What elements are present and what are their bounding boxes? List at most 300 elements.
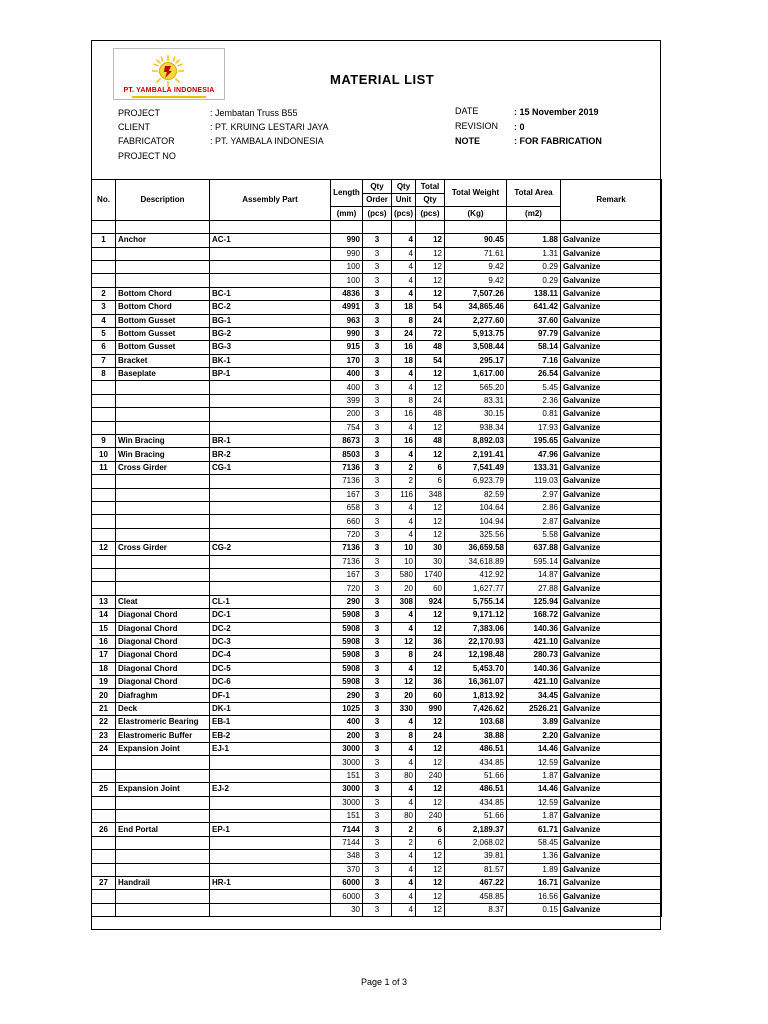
cell-assembly-part — [210, 796, 331, 809]
cell-description — [116, 796, 210, 809]
cell-qty-unit: 4 — [392, 662, 416, 675]
cell-remark: Galvanize — [561, 448, 662, 461]
cell-description: Bottom Gusset — [116, 314, 210, 327]
cell-length: 658 — [331, 501, 363, 514]
cell-no: 2 — [92, 287, 116, 300]
cell-qty-unit: 12 — [392, 676, 416, 689]
cell-assembly-part: DC-6 — [210, 676, 331, 689]
cell-no — [92, 769, 116, 782]
cell-no — [92, 475, 116, 488]
page-title: MATERIAL LIST — [330, 72, 435, 87]
cell-total-qty: 990 — [416, 702, 445, 715]
cell-length: 167 — [331, 488, 363, 501]
cell-total-qty: 72 — [416, 327, 445, 340]
cell-total-area: 3.89 — [507, 716, 561, 729]
cell-total-qty: 48 — [416, 408, 445, 421]
cell-total-qty: 24 — [416, 649, 445, 662]
cell-qty-unit: 4 — [392, 863, 416, 876]
cell-assembly-part: EB-2 — [210, 729, 331, 742]
cell-assembly-part: BR-1 — [210, 435, 331, 448]
cell-no: 4 — [92, 314, 116, 327]
cell-length: 7136 — [331, 555, 363, 568]
header-assembly-part: Assembly Part — [210, 180, 331, 221]
cell-assembly-part — [210, 408, 331, 421]
cell-length: 990 — [331, 327, 363, 340]
header-total-area: Total Area — [507, 180, 561, 207]
cell-no — [92, 528, 116, 541]
cell-remark: Galvanize — [561, 582, 662, 595]
table-row — [92, 903, 662, 916]
cell-total-qty: 6 — [416, 823, 445, 836]
cell-total-area: 26.54 — [507, 368, 561, 381]
cell-qty-unit: 4 — [392, 876, 416, 889]
cell-qty-unit: 80 — [392, 769, 416, 782]
cell-total-area: 168.72 — [507, 609, 561, 622]
table-row — [92, 568, 662, 581]
cell-qty-order: 3 — [363, 649, 392, 662]
cell-qty-order: 3 — [363, 716, 392, 729]
cell-description: Diagonal Chord — [116, 676, 210, 689]
cell-qty-unit: 8 — [392, 729, 416, 742]
cell-description — [116, 568, 210, 581]
table-row — [92, 809, 662, 822]
header-remark: Remark — [561, 180, 662, 221]
cell-no: 10 — [92, 448, 116, 461]
cell-qty-unit: 4 — [392, 515, 416, 528]
cell-description — [116, 582, 210, 595]
cell-total-area: 5.58 — [507, 528, 561, 541]
cell-length: 1025 — [331, 702, 363, 715]
cell-total-weight: 5,913.75 — [445, 327, 507, 340]
table-row — [92, 622, 662, 635]
cell-remark: Galvanize — [561, 327, 662, 340]
cell-qty-unit: 4 — [392, 368, 416, 381]
cell-qty-order: 3 — [363, 850, 392, 863]
cell-no: 9 — [92, 435, 116, 448]
cell-qty-unit: 4 — [392, 890, 416, 903]
table-row — [92, 314, 662, 327]
cell-total-area: 595.14 — [507, 555, 561, 568]
cell-remark: Galvanize — [561, 743, 662, 756]
cell-total-area: 58.45 — [507, 836, 561, 849]
table-row — [92, 341, 662, 354]
cell-assembly-part: AC-1 — [210, 234, 331, 247]
cell-description — [116, 809, 210, 822]
cell-total-qty: 12 — [416, 743, 445, 756]
page-footer: Page 1 of 3 — [360, 977, 408, 987]
cell-remark: Galvanize — [561, 475, 662, 488]
cell-qty-order: 3 — [363, 528, 392, 541]
cell-description — [116, 394, 210, 407]
table-row — [92, 234, 662, 247]
cell-no — [92, 863, 116, 876]
cell-description — [116, 501, 210, 514]
cell-total-weight: 104.64 — [445, 501, 507, 514]
cell-assembly-part: CL-1 — [210, 595, 331, 608]
header-description: Description — [116, 180, 210, 221]
cell-total-weight: 36,659.58 — [445, 542, 507, 555]
cell-total-weight: 2,191.41 — [445, 448, 507, 461]
cell-remark: Galvanize — [561, 314, 662, 327]
cell-total-weight: 7,383.06 — [445, 622, 507, 635]
cell-assembly-part: EB-1 — [210, 716, 331, 729]
note-label: NOTE — [455, 136, 481, 146]
logo-underline — [132, 96, 206, 98]
cell-no — [92, 582, 116, 595]
cell-total-area: 637.88 — [507, 542, 561, 555]
cell-total-qty: 1740 — [416, 568, 445, 581]
cell-total-area: 641.42 — [507, 301, 561, 314]
cell-qty-order: 3 — [363, 435, 392, 448]
cell-description: Deck — [116, 702, 210, 715]
cell-qty-order: 3 — [363, 408, 392, 421]
cell-no — [92, 903, 116, 916]
cell-assembly-part: DC-1 — [210, 609, 331, 622]
cell-length: 7136 — [331, 461, 363, 474]
cell-total-area: 12.59 — [507, 796, 561, 809]
cell-qty-order: 3 — [363, 327, 392, 340]
material-table — [91, 179, 662, 917]
cell-no: 11 — [92, 461, 116, 474]
cell-total-weight: 7,507.26 — [445, 287, 507, 300]
cell-no — [92, 421, 116, 434]
cell-description — [116, 260, 210, 273]
cell-remark: Galvanize — [561, 274, 662, 287]
header-total-qty-1: Total — [416, 180, 445, 194]
cell-no — [92, 850, 116, 863]
cell-no — [92, 796, 116, 809]
cell-total-qty — [416, 220, 445, 233]
cell-total-weight: 34,865.46 — [445, 301, 507, 314]
cell-description — [116, 515, 210, 528]
cell-total-weight: 39.81 — [445, 850, 507, 863]
table-row — [92, 435, 662, 448]
cell-total-area: 47.96 — [507, 448, 561, 461]
cell-no: 18 — [92, 662, 116, 675]
table-row — [92, 488, 662, 501]
table-row — [92, 850, 662, 863]
logo-text: PT. YAMBALA INDONESIA — [123, 87, 215, 94]
cell-assembly-part: DF-1 — [210, 689, 331, 702]
cell-qty-unit: 8 — [392, 394, 416, 407]
cell-assembly-part — [210, 394, 331, 407]
cell-no — [92, 260, 116, 273]
cell-assembly-part — [210, 247, 331, 260]
cell-no — [92, 274, 116, 287]
cell-no: 24 — [92, 743, 116, 756]
cell-total-qty: 54 — [416, 354, 445, 367]
cell-qty-unit: 8 — [392, 649, 416, 662]
revision-value: : 0 — [514, 122, 525, 132]
cell-total-qty: 12 — [416, 783, 445, 796]
table-row — [92, 220, 662, 233]
cell-total-area: 2.36 — [507, 394, 561, 407]
cell-total-weight: 51.66 — [445, 809, 507, 822]
cell-assembly-part — [210, 381, 331, 394]
cell-no: 26 — [92, 823, 116, 836]
table-row — [92, 555, 662, 568]
cell-no: 3 — [92, 301, 116, 314]
cell-remark: Galvanize — [561, 408, 662, 421]
table-row — [92, 716, 662, 729]
cell-description: Baseplate — [116, 368, 210, 381]
table-row — [92, 796, 662, 809]
cell-total-weight: 1,617.00 — [445, 368, 507, 381]
cell-qty-order: 3 — [363, 729, 392, 742]
cell-no — [92, 381, 116, 394]
cell-total-area: 97.79 — [507, 327, 561, 340]
cell-description: Expansion Joint — [116, 783, 210, 796]
cell-qty-unit: 2 — [392, 461, 416, 474]
table-row — [92, 515, 662, 528]
cell-assembly-part: DC-4 — [210, 649, 331, 662]
cell-assembly-part — [210, 475, 331, 488]
cell-qty-order: 3 — [363, 274, 392, 287]
cell-length: 5908 — [331, 609, 363, 622]
cell-remark: Galvanize — [561, 234, 662, 247]
cell-remark — [561, 220, 662, 233]
cell-assembly-part: HR-1 — [210, 876, 331, 889]
cell-no: 19 — [92, 676, 116, 689]
cell-description: Bottom Gusset — [116, 341, 210, 354]
cell-qty-unit: 4 — [392, 274, 416, 287]
cell-assembly-part: EJ-2 — [210, 783, 331, 796]
cell-total-weight: 434.85 — [445, 796, 507, 809]
cell-qty-unit: 18 — [392, 354, 416, 367]
cell-total-area: 14.46 — [507, 783, 561, 796]
table-row — [92, 354, 662, 367]
cell-qty-unit: 10 — [392, 542, 416, 555]
cell-length: 8503 — [331, 448, 363, 461]
cell-total-qty: 24 — [416, 729, 445, 742]
table-row — [92, 274, 662, 287]
cell-total-qty: 60 — [416, 582, 445, 595]
cell-no — [92, 836, 116, 849]
cell-total-area: 58.14 — [507, 341, 561, 354]
table-row — [92, 890, 662, 903]
cell-total-weight: 1,813.92 — [445, 689, 507, 702]
table-row — [92, 662, 662, 675]
cell-description: Diagonal Chord — [116, 609, 210, 622]
cell-qty-unit: 4 — [392, 716, 416, 729]
cell-total-area: 133.31 — [507, 461, 561, 474]
table-row — [92, 823, 662, 836]
table-row — [92, 783, 662, 796]
cell-qty-unit: 16 — [392, 341, 416, 354]
cell-description: Cross Girder — [116, 461, 210, 474]
cell-total-area: 2.86 — [507, 501, 561, 514]
cell-total-weight: 434.85 — [445, 756, 507, 769]
cell-length: 290 — [331, 595, 363, 608]
cell-description: Diagonal Chord — [116, 635, 210, 648]
cell-no — [92, 890, 116, 903]
cell-total-weight: 325.56 — [445, 528, 507, 541]
cell-total-qty: 12 — [416, 528, 445, 541]
cell-length: 6000 — [331, 890, 363, 903]
cell-assembly-part: BG-1 — [210, 314, 331, 327]
cell-assembly-part — [210, 769, 331, 782]
cell-no: 20 — [92, 689, 116, 702]
cell-assembly-part — [210, 903, 331, 916]
cell-description: Cleat — [116, 595, 210, 608]
cell-length: 100 — [331, 274, 363, 287]
cell-remark: Galvanize — [561, 488, 662, 501]
cell-qty-order: 3 — [363, 903, 392, 916]
cell-assembly-part — [210, 501, 331, 514]
cell-no: 5 — [92, 327, 116, 340]
cell-no — [92, 247, 116, 260]
cell-qty-order: 3 — [363, 769, 392, 782]
cell-total-qty: 12 — [416, 662, 445, 675]
cell-qty-order: 3 — [363, 368, 392, 381]
cell-total-area: 1.31 — [507, 247, 561, 260]
header-total-area-unit: (m2) — [507, 207, 561, 220]
table-row — [92, 542, 662, 555]
cell-total-weight: 486.51 — [445, 783, 507, 796]
cell-length: 7144 — [331, 836, 363, 849]
cell-description: Cross Girder — [116, 542, 210, 555]
cell-no: 25 — [92, 783, 116, 796]
cell-no — [92, 394, 116, 407]
company-logo — [113, 48, 225, 100]
cell-total-qty: 48 — [416, 435, 445, 448]
cell-total-area: 0.29 — [507, 274, 561, 287]
cell-length: 7136 — [331, 475, 363, 488]
cell-qty-unit: 308 — [392, 595, 416, 608]
cell-description — [116, 890, 210, 903]
cell-length: 6000 — [331, 876, 363, 889]
sun-logo-icon — [150, 53, 186, 89]
cell-remark: Galvanize — [561, 836, 662, 849]
cell-qty-unit: 4 — [392, 743, 416, 756]
table-row — [92, 394, 662, 407]
project-value: : Jembatan Truss B55 — [210, 108, 298, 118]
table-row — [92, 501, 662, 514]
cell-remark: Galvanize — [561, 635, 662, 648]
table-row — [92, 702, 662, 715]
cell-qty-unit: 2 — [392, 836, 416, 849]
cell-total-weight: 467.22 — [445, 876, 507, 889]
cell-qty-order: 3 — [363, 836, 392, 849]
table-row — [92, 609, 662, 622]
cell-remark: Galvanize — [561, 247, 662, 260]
fabricator-label: FABRICATOR — [118, 136, 175, 146]
header-length-unit: (mm) — [331, 207, 363, 220]
cell-length: 3000 — [331, 783, 363, 796]
cell-qty-order: 3 — [363, 609, 392, 622]
cell-assembly-part — [210, 756, 331, 769]
cell-total-weight: 458.85 — [445, 890, 507, 903]
cell-description — [116, 903, 210, 916]
cell-total-weight: 7,426.62 — [445, 702, 507, 715]
header-qty-unit-2: Unit — [392, 194, 416, 207]
cell-remark: Galvanize — [561, 421, 662, 434]
cell-qty-order: 3 — [363, 555, 392, 568]
cell-no — [92, 501, 116, 514]
cell-no — [92, 756, 116, 769]
cell-description — [116, 408, 210, 421]
cell-remark: Galvanize — [561, 783, 662, 796]
cell-assembly-part — [210, 515, 331, 528]
cell-length: 3000 — [331, 756, 363, 769]
cell-total-area: 421.10 — [507, 635, 561, 648]
cell-remark: Galvanize — [561, 354, 662, 367]
cell-total-weight: 81.57 — [445, 863, 507, 876]
cell-remark: Galvanize — [561, 461, 662, 474]
cell-total-weight: 38.88 — [445, 729, 507, 742]
cell-description — [116, 381, 210, 394]
cell-description — [116, 850, 210, 863]
cell-total-area: 280.73 — [507, 649, 561, 662]
cell-qty-order: 3 — [363, 823, 392, 836]
cell-no: 7 — [92, 354, 116, 367]
cell-qty-unit: 24 — [392, 327, 416, 340]
cell-total-qty: 30 — [416, 555, 445, 568]
cell-total-weight — [445, 220, 507, 233]
cell-length: 754 — [331, 421, 363, 434]
cell-no: 1 — [92, 234, 116, 247]
cell-total-qty: 924 — [416, 595, 445, 608]
cell-description: Diafraghm — [116, 689, 210, 702]
header-total-qty-2: Qty — [416, 194, 445, 207]
cell-remark: Galvanize — [561, 622, 662, 635]
cell-total-qty: 12 — [416, 876, 445, 889]
cell-qty-order: 3 — [363, 314, 392, 327]
cell-description: Bottom Chord — [116, 287, 210, 300]
cell-qty-unit: 4 — [392, 234, 416, 247]
cell-total-area: 119.03 — [507, 475, 561, 488]
table-row — [92, 729, 662, 742]
cell-total-weight: 104.94 — [445, 515, 507, 528]
cell-assembly-part — [210, 421, 331, 434]
cell-description — [116, 421, 210, 434]
cell-description: Win Bracing — [116, 435, 210, 448]
cell-total-area: 1.88 — [507, 234, 561, 247]
cell-qty-unit: 4 — [392, 421, 416, 434]
cell-no: 22 — [92, 716, 116, 729]
cell-length: 400 — [331, 368, 363, 381]
cell-total-qty: 12 — [416, 247, 445, 260]
cell-description: Diagonal Chord — [116, 622, 210, 635]
header-total-weight: Total Weight — [445, 180, 507, 207]
table-row — [92, 381, 662, 394]
cell-total-area: 421.10 — [507, 676, 561, 689]
cell-no — [92, 408, 116, 421]
cell-total-qty: 12 — [416, 515, 445, 528]
cell-description — [116, 756, 210, 769]
cell-qty-order — [363, 220, 392, 233]
cell-length: 5908 — [331, 662, 363, 675]
cell-total-weight: 5,453.70 — [445, 662, 507, 675]
cell-no: 8 — [92, 368, 116, 381]
cell-qty-unit: 4 — [392, 850, 416, 863]
cell-remark: Galvanize — [561, 341, 662, 354]
cell-assembly-part — [210, 220, 331, 233]
cell-remark: Galvanize — [561, 890, 662, 903]
cell-total-qty: 30 — [416, 542, 445, 555]
cell-total-qty: 24 — [416, 394, 445, 407]
cell-total-weight: 8.37 — [445, 903, 507, 916]
table-row — [92, 448, 662, 461]
cell-total-area: 14.46 — [507, 743, 561, 756]
material-table-body — [92, 220, 662, 916]
cell-description: Win Bracing — [116, 448, 210, 461]
cell-qty-order: 3 — [363, 876, 392, 889]
cell-total-weight: 938.34 — [445, 421, 507, 434]
cell-total-weight: 565.20 — [445, 381, 507, 394]
cell-no — [92, 555, 116, 568]
header-qty-unit-1: Qty — [392, 180, 416, 194]
